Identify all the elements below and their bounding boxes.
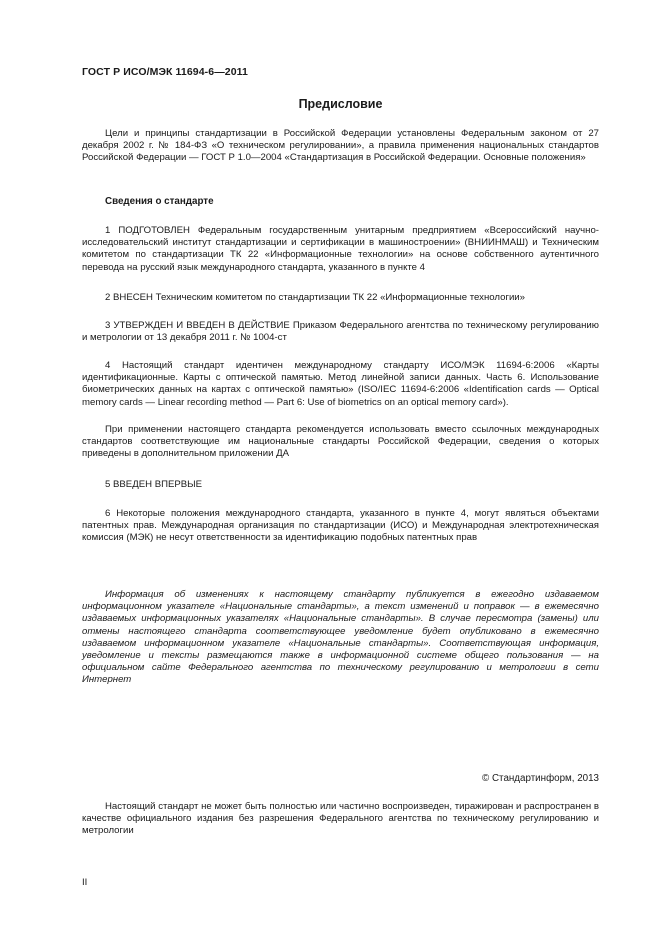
- intro-paragraph: Цели и принципы стандартизации в Российской Федерации установлены Федеральным законом от 27 декабря 2002 г. № 184-ФЗ «О техническом регулировании», а правила применения национальных стандартов Российской Федерации — ГОСТ Р 1.0—2004 «Стандартизация в Российской Федерации. Основные положения»: [82, 128, 599, 164]
- amendments-notice: Информация об изменениях к настоящему стандарту публикуется в ежегодно издаваемом информационном указателе «Национальные стандарты», а текст изменений и поправок — в ежемесячно издаваемых информационных указателях «Национальные стандарты». В случае пересмотра (замены) или отмены настоящего стандарта соответствующее уведомление будет опубликовано в ежемесячно издаваемом информационном указателе «Национальные стандарты». Соответствующая информация, уведомление и тексты размещаются также в информационной системе общего пользования — на официальном сайте Федерального агентства по техническому регулированию и метрологии в сети Интернет: [82, 589, 599, 686]
- page-number: II: [82, 877, 88, 888]
- reproduction-notice: Настоящий стандарт не может быть полностью или частично воспроизведен, тиражирован и распространен в качестве официального издания без разрешения Федерального агентства по техническому регулированию и метрологии: [82, 801, 599, 837]
- item-4-paragraph: 4 Настоящий стандарт идентичен международному стандарту ИСО/МЭК 11694-6:2006 «Карты идентификационные. Карты с оптической памятью. Метод линейной записи данных. Часть 6. Использование биометрических данных на картах с оптической памятью» (ISO/IEC 11694-6:2006 «Identification cards — Optical memory cards — Linear recording method — Part 6: Use of biometrics on an optical memory card»).: [82, 360, 599, 408]
- item-4-note-paragraph: При применении настоящего стандарта рекомендуется использовать вместо ссылочных международных стандартов соответствующие им национальные стандарты Российской Федерации, сведения о которых приведены в дополнительном приложении ДА: [82, 424, 599, 460]
- section-heading: Сведения о стандарте: [105, 196, 214, 207]
- item-1-paragraph: 1 ПОДГОТОВЛЕН Федеральным государственным унитарным предприятием «Всероссийский научно-исследовательский институт стандартизации и сертификации в машиностроении» (ВНИИНМАШ) и Техническим комитетом по стандартизации ТК 22 «Информационные технологии» на основе собственного аутентичного перевода на русский язык международного стандарта, указанного в пункте 4: [82, 225, 599, 273]
- page-title: Предисловие: [298, 97, 383, 111]
- item-5-paragraph: 5 ВВЕДЕН ВПЕРВЫЕ: [105, 479, 203, 490]
- item-2-paragraph: 2 ВНЕСЕН Техническим комитетом по стандартизации ТК 22 «Информационные технологии»: [105, 292, 525, 303]
- item-6-paragraph: 6 Некоторые положения международного стандарта, указанного в пункте 4, могут являться объектами патентных прав. Международная организация по стандартизации (ИСО) и Международная электротехническая комиссия (МЭК) не несут ответственности за идентификацию подобных патентных прав: [82, 508, 599, 544]
- copyright-line: © Стандартинформ, 2013: [482, 773, 599, 784]
- item-3-paragraph: 3 УТВЕРЖДЕН И ВВЕДЕН В ДЕЙСТВИЕ Приказом Федерального агентства по техническому регулированию и метрологии от 13 декабря 2011 г. № 1004-ст: [82, 320, 599, 344]
- document-code-header: ГОСТ Р ИСО/МЭК 11694-6—2011: [82, 66, 248, 78]
